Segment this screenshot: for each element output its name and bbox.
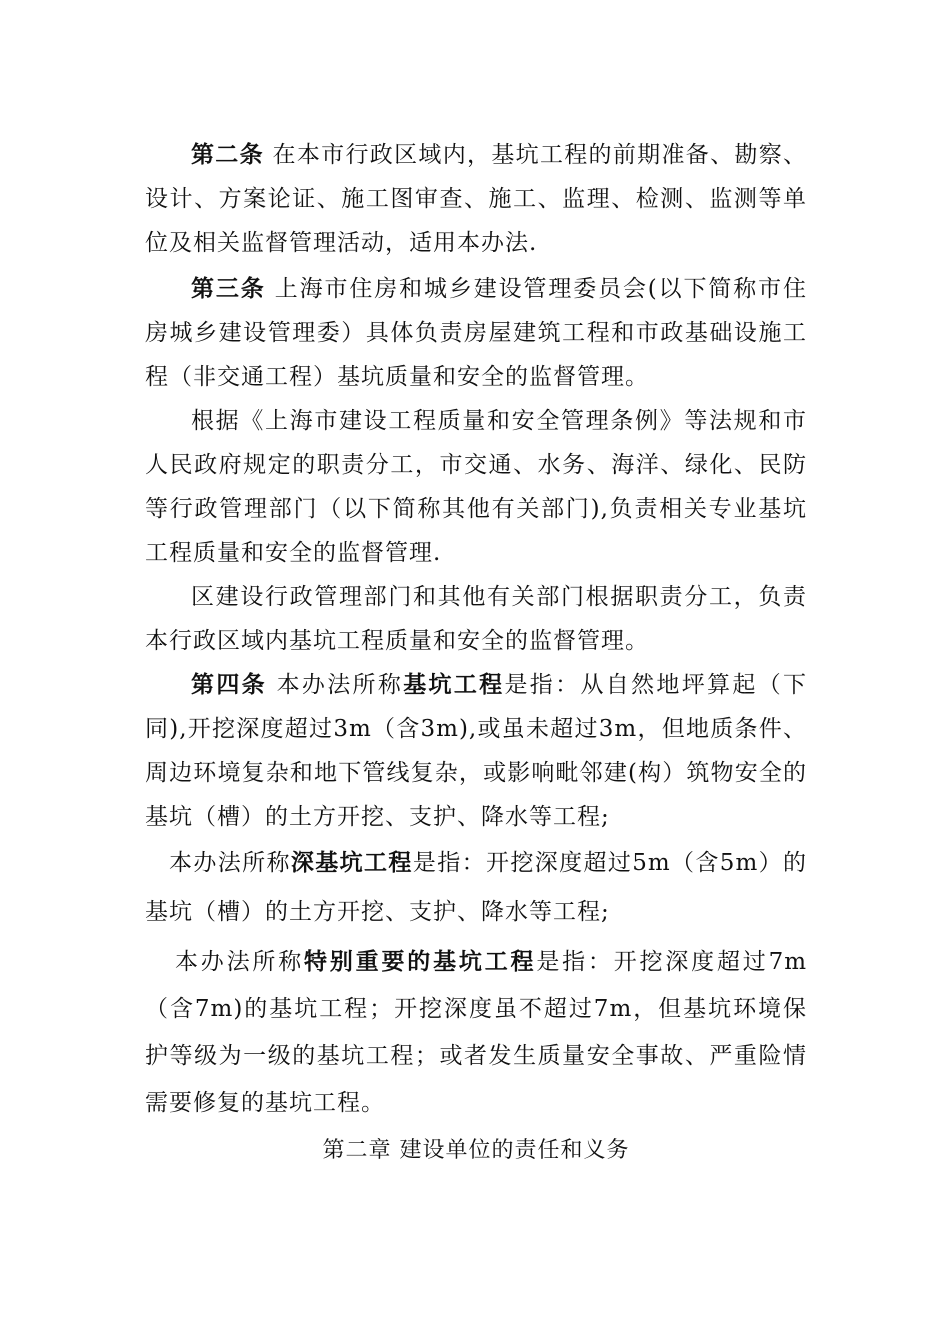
definition-special-foundation-pit-project: 是指：开挖深度超过7m（含7m)的基坑工程；开挖深度虽不超过7m，但基坑环境保护等级为一级的基坑工程；或者发生质量安全事故、严重险情需要修复的基坑工程。 <box>145 949 808 1116</box>
article-2-title: 第二条 <box>191 142 264 168</box>
term-foundation-pit-project: 基坑工程 <box>403 672 505 698</box>
definition-deep-foundation-pit-project: 是指：开挖深度超过5m（含5m）的基坑（槽）的土方开挖、支护、降水等工程; <box>145 850 808 925</box>
article-4-paragraph <box>145 663 807 839</box>
term-special-foundation-pit-project: 特别重要的基坑工程 <box>304 949 537 975</box>
article-3-paragraph-2: 根据《上海市建设工程质量和安全管理条例》等法规和市人民政府规定的职责分工，市交通、水务、海洋、绿化、民防等行政管理部门（以下简称其他有关部门),负责相关专业基坑工程质量和安全的监督管理. <box>145 408 807 566</box>
article-2-text: 在本市行政区域内，基坑工程的前期准备、勘察、设计、方案论证、施工图审查、施工、监理、检测、监测等单位及相关监督管理活动，适用本办法. <box>145 142 808 256</box>
special-pit-intro: 本办法所称 <box>175 949 305 975</box>
special-pit-paragraph <box>145 939 807 1127</box>
article-3-title: 第三条 <box>191 276 266 302</box>
article-4-title: 第四条 <box>191 672 267 698</box>
article-3-paragraph-3: 区建设行政管理部门和其他有关部门根据职责分工，负责本行政区域内基坑工程质量和安全的监督管理。 <box>145 584 807 654</box>
deep-pit-paragraph <box>145 839 807 937</box>
article-2-paragraph <box>145 133 807 265</box>
document-page <box>145 133 807 1173</box>
article-3-text: 上海市住房和城乡建设管理委员会(以下简称市住房城乡建设管理委）具体负责房屋建筑工程和市政基础设施工程（非交通工程）基坑质量和安全的监督管理。 <box>145 276 807 390</box>
article-4-intro: 本办法所称 <box>266 672 404 698</box>
article-3-paragraph <box>145 267 807 399</box>
deep-pit-intro: 本办法所称 <box>169 850 291 876</box>
term-deep-foundation-pit-project: 深基坑工程 <box>290 850 413 876</box>
definition-foundation-pit-project: 是指：从自然地坪算起（下同),开挖深度超过3m（含3m),或虽未超过3m，但地质条件、周边环境复杂和地下管线复杂，或影响毗邻建(构）筑物安全的基坑（槽）的土方开挖、支护、降水等工程; <box>145 672 808 830</box>
chapter-2-heading: 第二章 建设单位的责任和义务 <box>322 1138 630 1163</box>
